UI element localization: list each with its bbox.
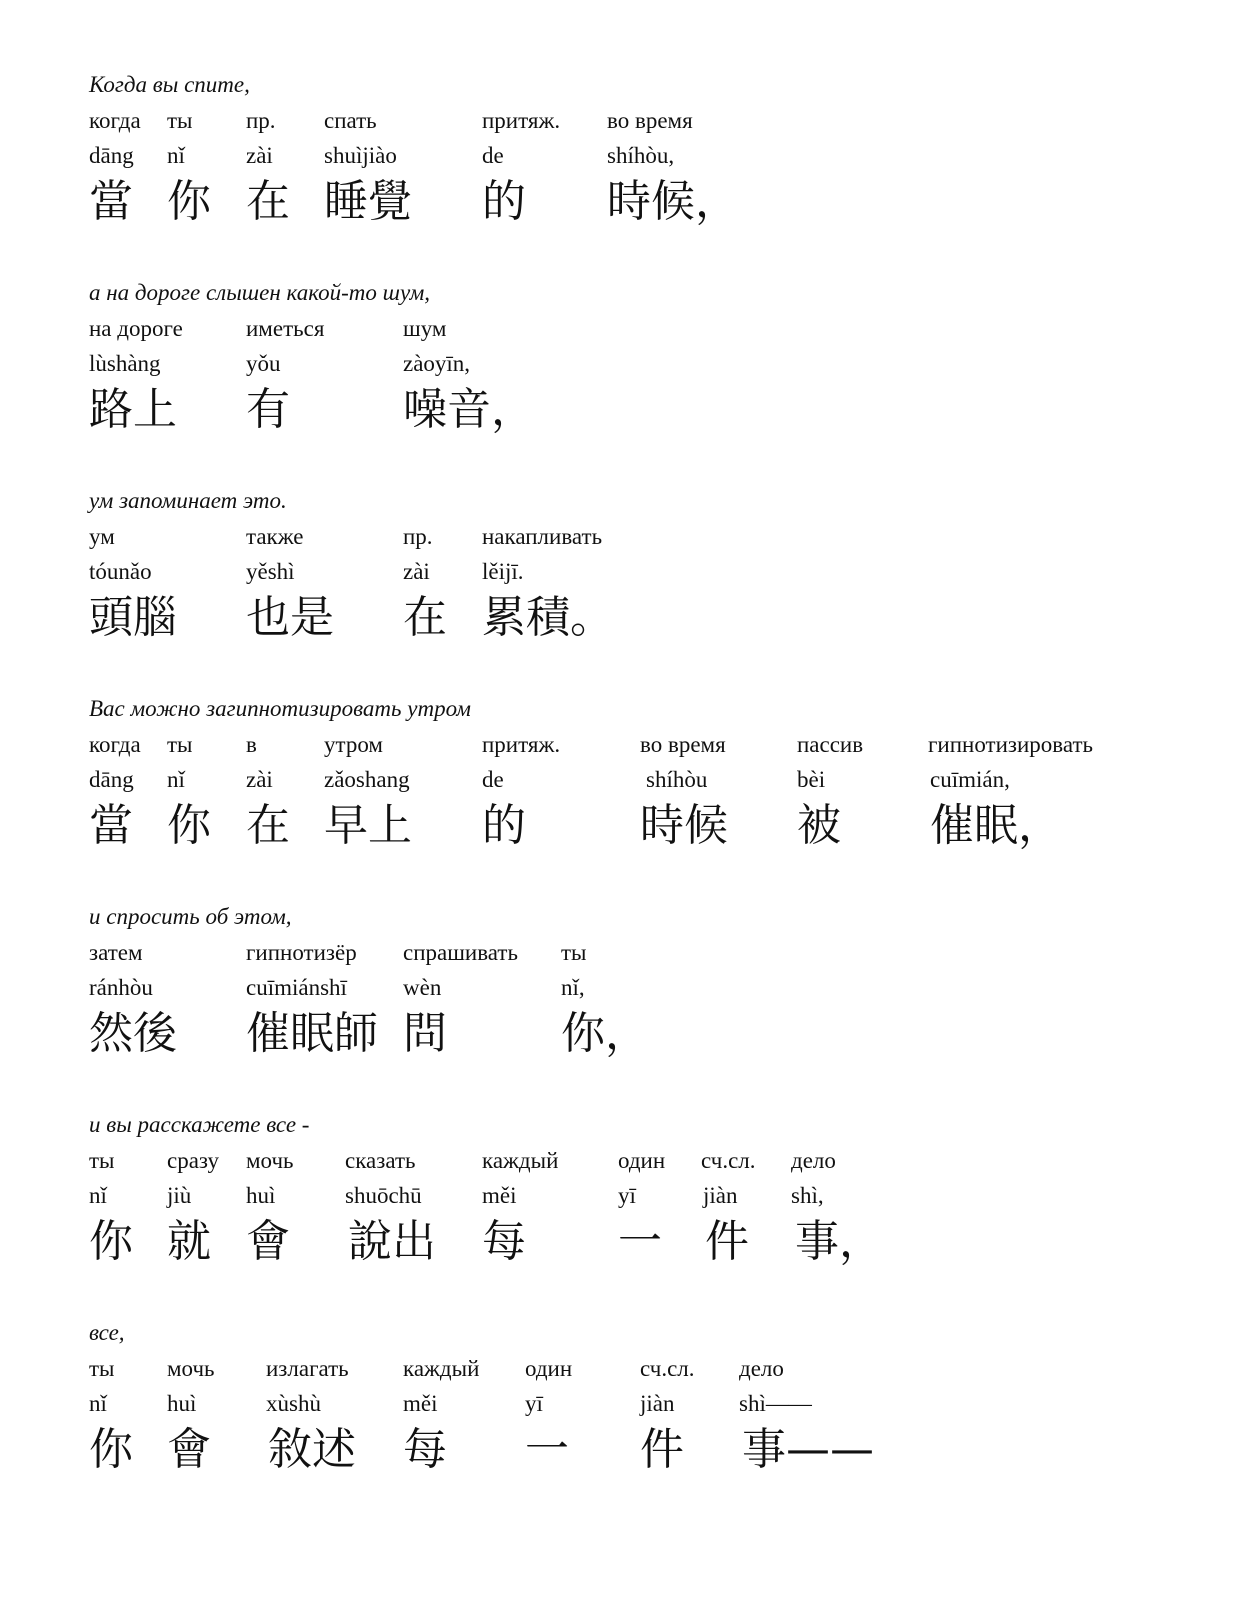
pinyin-word: shíhòu, bbox=[607, 143, 675, 168]
pinyin-word: xùshù bbox=[266, 1391, 321, 1416]
gloss-word: излагать bbox=[266, 1356, 349, 1381]
hanzi-word: 你 bbox=[89, 1424, 133, 1475]
gloss-word: когда bbox=[89, 108, 141, 133]
hanzi-word: 問 bbox=[403, 1008, 447, 1059]
hanzi-line bbox=[0, 382, 1255, 442]
gloss-line bbox=[0, 108, 1255, 138]
pinyin-line bbox=[0, 1183, 1255, 1213]
pinyin-word: nǐ bbox=[167, 767, 185, 792]
hanzi-word: 會 bbox=[167, 1424, 211, 1475]
gloss-line bbox=[0, 524, 1255, 554]
gloss-word: когда bbox=[89, 732, 141, 757]
gloss-word: пр. bbox=[403, 524, 433, 549]
pinyin-word: yǒu bbox=[246, 351, 281, 376]
gloss-word: мочь bbox=[246, 1148, 294, 1173]
gloss-word: ты bbox=[561, 940, 587, 965]
hanzi-line bbox=[0, 1422, 1255, 1482]
sentence-block bbox=[0, 904, 1255, 1074]
gloss-word: на дороге bbox=[89, 316, 183, 341]
pinyin-word: měi bbox=[403, 1391, 438, 1416]
hanzi-word: 你， bbox=[561, 1008, 649, 1059]
gloss-word: в bbox=[246, 732, 257, 757]
pinyin-word: shì, bbox=[791, 1183, 824, 1208]
pinyin-word: de bbox=[482, 143, 504, 168]
gloss-word: гипнотизировать bbox=[928, 732, 1094, 757]
gloss-line bbox=[0, 940, 1255, 970]
pinyin-word: huì bbox=[246, 1183, 276, 1208]
pinyin-line bbox=[0, 559, 1255, 589]
pinyin-word: shuìjiào bbox=[324, 143, 397, 168]
gloss-line bbox=[0, 1148, 1255, 1178]
hanzi-word: 頭腦 bbox=[89, 592, 177, 643]
sentence-block bbox=[0, 488, 1255, 658]
hanzi-word: 路上 bbox=[89, 384, 177, 435]
hanzi-word: 事， bbox=[795, 1216, 883, 1267]
pinyin-word: nǐ, bbox=[561, 975, 585, 1000]
hanzi-word: 時候 bbox=[640, 800, 728, 851]
gloss-word: иметься bbox=[246, 316, 325, 341]
hanzi-word: 事—— bbox=[742, 1424, 874, 1475]
sentence-block bbox=[0, 1112, 1255, 1282]
pinyin-word: ránhòu bbox=[89, 975, 153, 1000]
hanzi-word: 早上 bbox=[324, 800, 412, 851]
sentence-translation: все, bbox=[89, 1320, 125, 1345]
hanzi-line bbox=[0, 1006, 1255, 1066]
pinyin-word: jiù bbox=[167, 1183, 192, 1208]
pinyin-word: lěijī. bbox=[482, 559, 524, 584]
pinyin-word: huì bbox=[167, 1391, 197, 1416]
hanzi-word: 就 bbox=[167, 1216, 211, 1267]
hanzi-word: 然後 bbox=[89, 1008, 177, 1059]
pinyin-word: dāng bbox=[89, 143, 134, 168]
hanzi-word: 在 bbox=[246, 800, 290, 851]
hanzi-word: 說出 bbox=[348, 1216, 436, 1267]
hanzi-word: 噪音， bbox=[403, 384, 535, 435]
hanzi-word: 每 bbox=[482, 1216, 526, 1267]
gloss-word: один bbox=[525, 1356, 573, 1381]
gloss-line bbox=[0, 732, 1255, 762]
sentence-block bbox=[0, 696, 1255, 866]
pinyin-word: zàoyīn, bbox=[403, 351, 471, 376]
gloss-word: спрашивать bbox=[403, 940, 518, 965]
sentence-translation: Когда вы спите, bbox=[89, 72, 250, 97]
pinyin-word: nǐ bbox=[89, 1391, 107, 1416]
pinyin-line bbox=[0, 351, 1255, 381]
pinyin-word: zǎoshang bbox=[324, 767, 410, 792]
gloss-word: шум bbox=[403, 316, 447, 341]
hanzi-word: 敘述 bbox=[268, 1424, 356, 1475]
pinyin-word: zài bbox=[246, 767, 273, 792]
gloss-word: пассив bbox=[797, 732, 864, 757]
gloss-word: сч.сл. bbox=[701, 1148, 756, 1173]
hanzi-word: 也是 bbox=[246, 592, 334, 643]
sentence-block bbox=[0, 1320, 1255, 1490]
hanzi-word: 每 bbox=[403, 1424, 447, 1475]
hanzi-word: 睡覺 bbox=[324, 176, 412, 227]
pinyin-line bbox=[0, 143, 1255, 173]
pinyin-line bbox=[0, 767, 1255, 797]
sentence-translation: Вас можно загипнотизировать утром bbox=[89, 696, 471, 721]
gloss-word: во время bbox=[607, 108, 693, 133]
pinyin-word: tóunǎo bbox=[89, 559, 152, 584]
pinyin-word: de bbox=[482, 767, 504, 792]
hanzi-word: 的 bbox=[482, 176, 526, 227]
pinyin-word: bèi bbox=[797, 767, 826, 792]
gloss-word: спать bbox=[324, 108, 377, 133]
pinyin-word: yěshì bbox=[246, 559, 295, 584]
pinyin-line bbox=[0, 975, 1255, 1005]
hanzi-word: 你 bbox=[167, 800, 211, 851]
gloss-word: мочь bbox=[167, 1356, 215, 1381]
pinyin-word: cuīmián, bbox=[930, 767, 1010, 792]
pinyin-word: yī bbox=[618, 1183, 636, 1208]
gloss-word: каждый bbox=[482, 1148, 559, 1173]
sentence-translation: и спросить об этом, bbox=[89, 904, 292, 929]
gloss-word: сч.сл. bbox=[640, 1356, 695, 1381]
hanzi-word: 有 bbox=[246, 384, 290, 435]
pinyin-word: jiàn bbox=[640, 1391, 675, 1416]
pinyin-word: nǐ bbox=[167, 143, 185, 168]
hanzi-word: 被 bbox=[797, 800, 841, 851]
hanzi-line bbox=[0, 174, 1255, 234]
hanzi-line bbox=[0, 590, 1255, 650]
gloss-word: накапливать bbox=[482, 524, 603, 549]
hanzi-word: 一 bbox=[618, 1216, 662, 1267]
pinyin-word: měi bbox=[482, 1183, 517, 1208]
hanzi-word: 當 bbox=[89, 176, 133, 227]
gloss-word: сказать bbox=[345, 1148, 416, 1173]
gloss-word: утром bbox=[324, 732, 383, 757]
hanzi-word: 件 bbox=[705, 1216, 749, 1267]
pinyin-word: zài bbox=[403, 559, 430, 584]
gloss-word: ты bbox=[167, 108, 193, 133]
gloss-word: ты bbox=[89, 1356, 115, 1381]
gloss-word: дело bbox=[791, 1148, 836, 1173]
pinyin-word: dāng bbox=[89, 767, 134, 792]
hanzi-word: 會 bbox=[246, 1216, 290, 1267]
gloss-line bbox=[0, 316, 1255, 346]
gloss-word: ты bbox=[167, 732, 193, 757]
gloss-word: затем bbox=[89, 940, 143, 965]
gloss-word: один bbox=[618, 1148, 666, 1173]
gloss-word: ты bbox=[89, 1148, 115, 1173]
hanzi-word: 催眠師 bbox=[246, 1008, 378, 1059]
hanzi-word: 的 bbox=[482, 800, 526, 851]
gloss-word: притяж. bbox=[482, 108, 561, 133]
pinyin-word: shíhòu bbox=[646, 767, 708, 792]
hanzi-word: 你 bbox=[89, 1216, 133, 1267]
gloss-line bbox=[0, 1356, 1255, 1386]
hanzi-word: 累積。 bbox=[482, 592, 614, 643]
hanzi-word: 在 bbox=[246, 176, 290, 227]
sentence-translation: ум запоминает это. bbox=[89, 488, 287, 513]
pinyin-word: cuīmiánshī bbox=[246, 975, 347, 1000]
pinyin-word: wèn bbox=[403, 975, 442, 1000]
sentence-block bbox=[0, 72, 1255, 242]
pinyin-word: zài bbox=[246, 143, 273, 168]
gloss-word: также bbox=[246, 524, 304, 549]
hanzi-word: 件 bbox=[640, 1424, 684, 1475]
sentence-translation: и вы расскажете все - bbox=[89, 1112, 310, 1137]
pinyin-word: jiàn bbox=[703, 1183, 738, 1208]
pinyin-word: nǐ bbox=[89, 1183, 107, 1208]
gloss-word: пр. bbox=[246, 108, 276, 133]
gloss-word: сразу bbox=[167, 1148, 220, 1173]
pinyin-word: shuōchū bbox=[345, 1183, 422, 1208]
hanzi-line bbox=[0, 1214, 1255, 1274]
pinyin-word: shì—— bbox=[739, 1391, 812, 1416]
gloss-word: гипнотизёр bbox=[246, 940, 357, 965]
pinyin-word: lùshàng bbox=[89, 351, 161, 376]
pinyin-word: yī bbox=[525, 1391, 543, 1416]
sentence-translation: а на дороге слышен какой-то шум, bbox=[89, 280, 431, 305]
hanzi-word: 在 bbox=[403, 592, 447, 643]
hanzi-word: 當 bbox=[89, 800, 133, 851]
gloss-word: во время bbox=[640, 732, 726, 757]
pinyin-line bbox=[0, 1391, 1255, 1421]
hanzi-word: 時候， bbox=[607, 176, 739, 227]
gloss-word: притяж. bbox=[482, 732, 561, 757]
gloss-word: дело bbox=[739, 1356, 784, 1381]
gloss-word: ум bbox=[89, 524, 115, 549]
hanzi-word: 你 bbox=[167, 176, 211, 227]
hanzi-line bbox=[0, 798, 1255, 858]
sentence-block bbox=[0, 280, 1255, 450]
gloss-word: каждый bbox=[403, 1356, 480, 1381]
hanzi-word: 一 bbox=[525, 1424, 569, 1475]
hanzi-word: 催眠， bbox=[930, 800, 1062, 851]
